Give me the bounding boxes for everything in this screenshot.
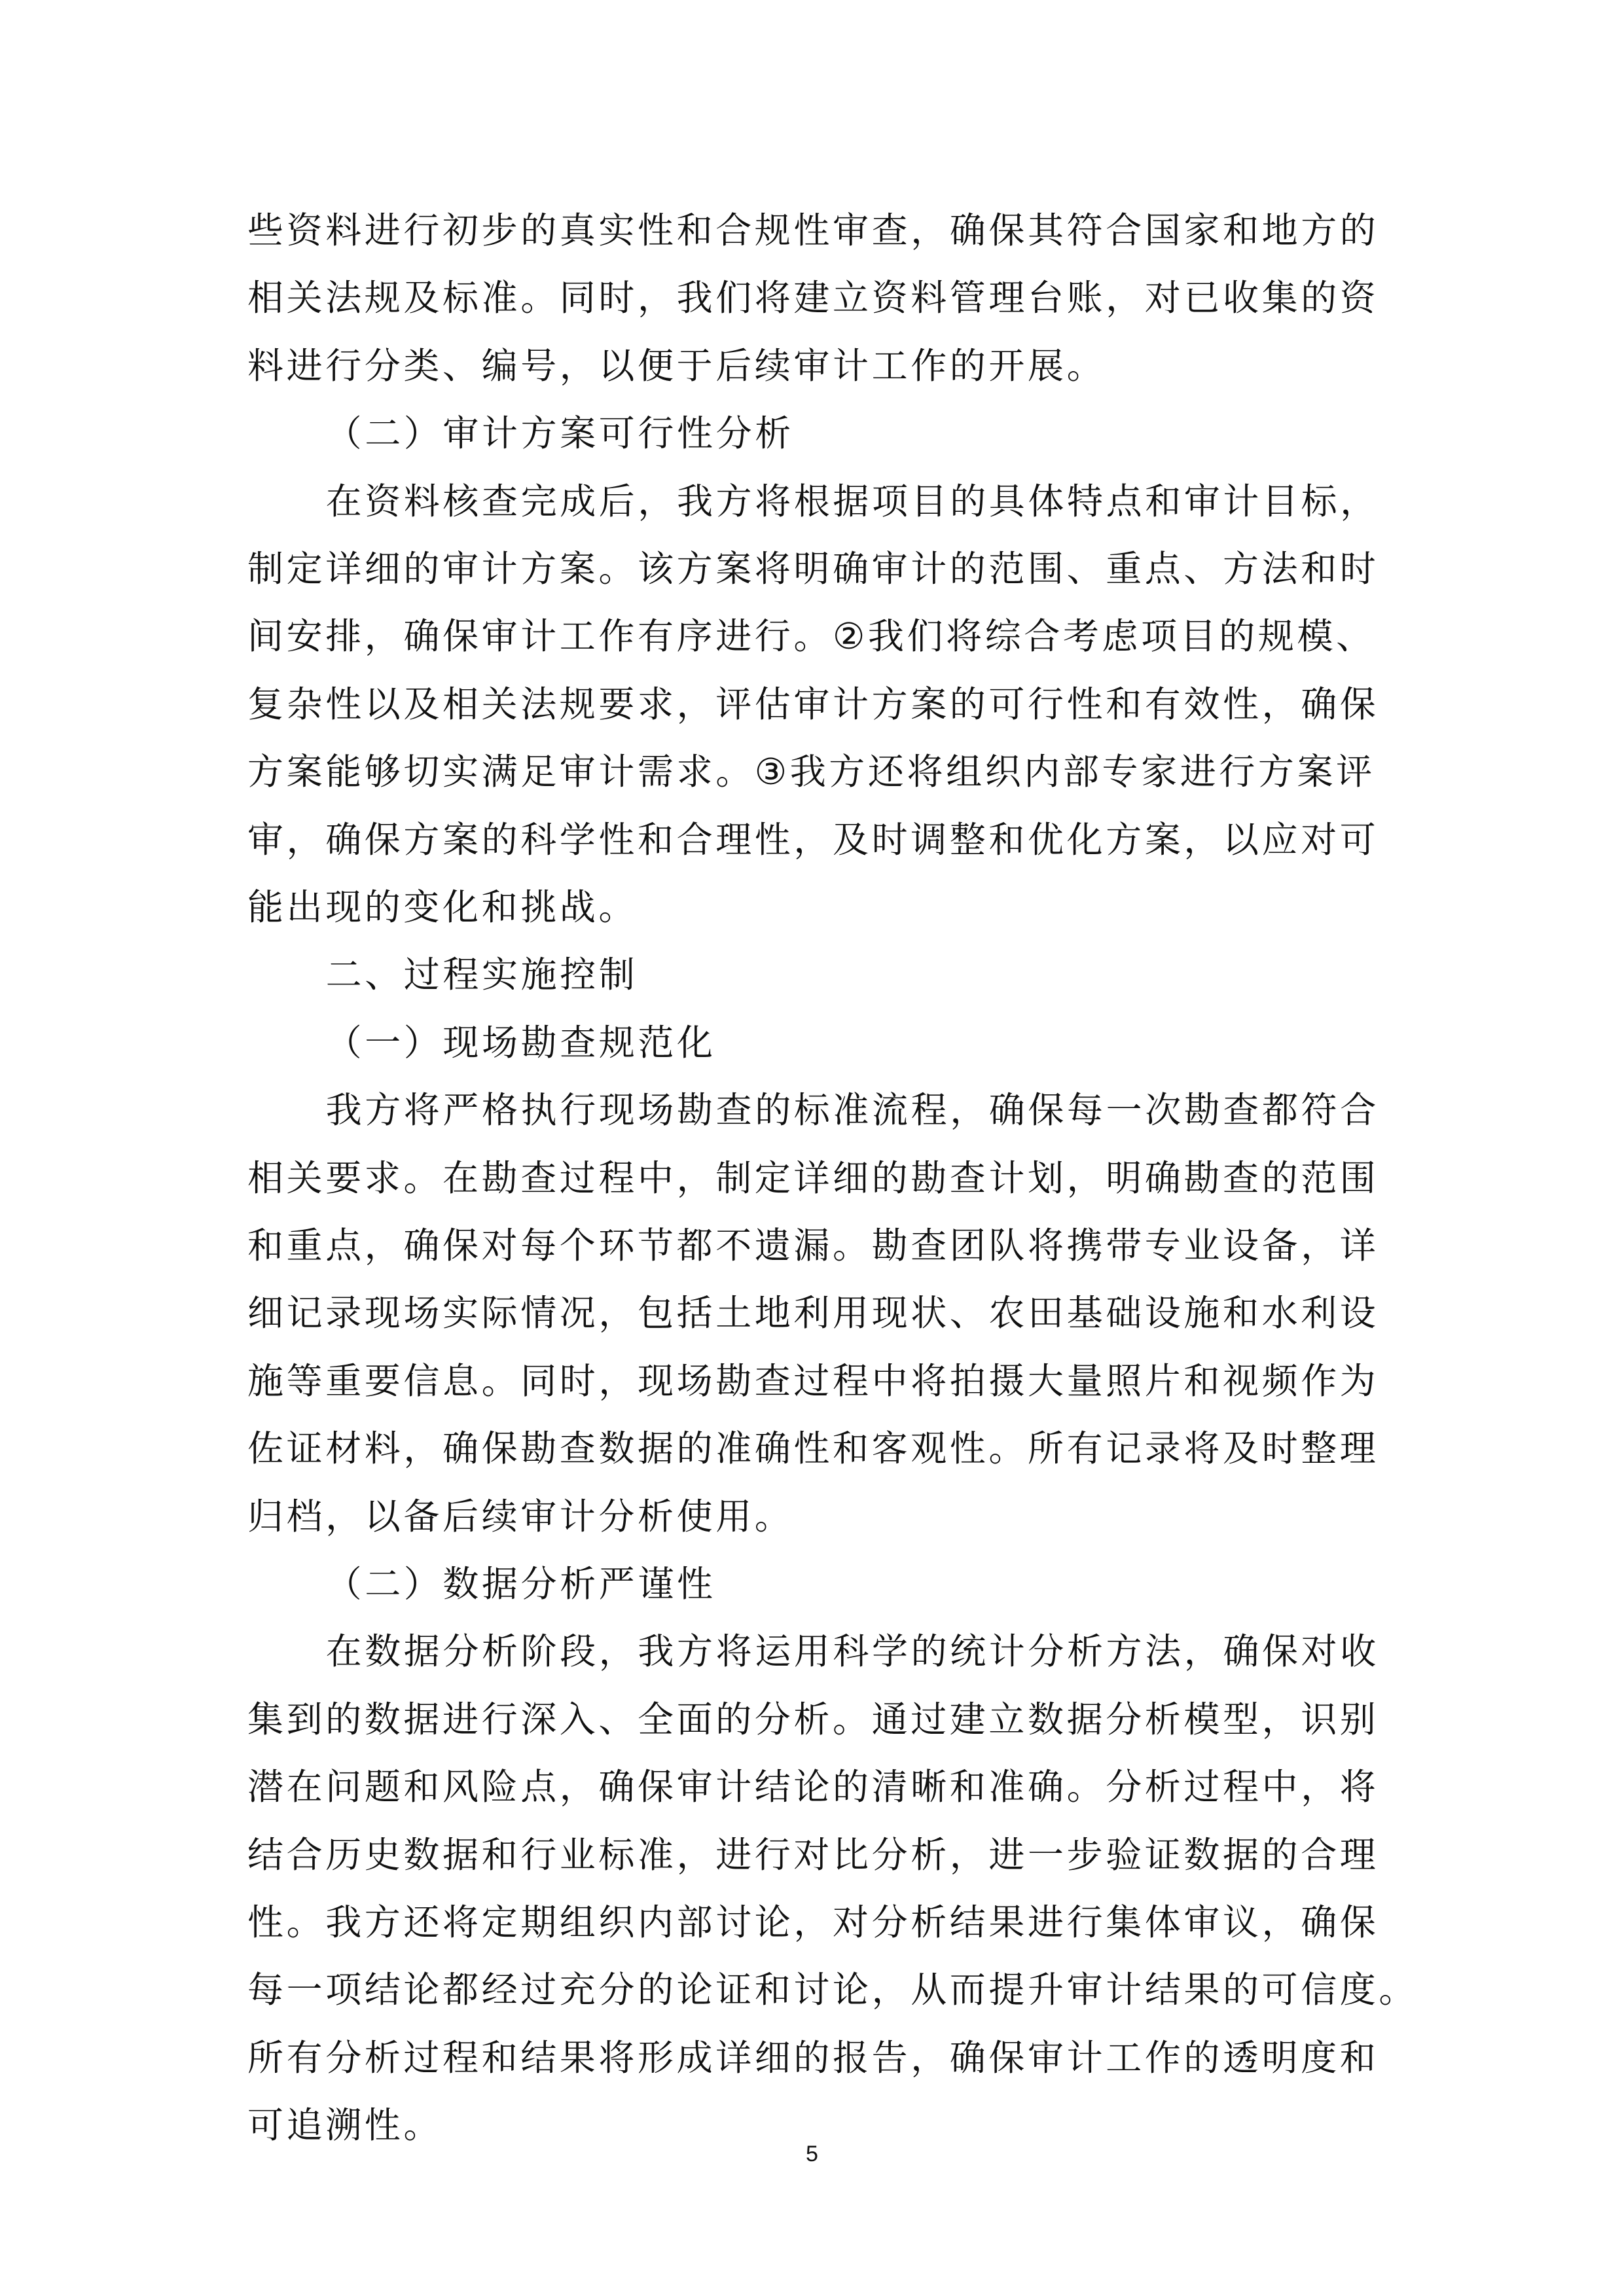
text-line: 我方将严格执行现场勘查的标准流程，确保每一次勘查都符合	[325, 1089, 1379, 1132]
text-line: 间安排，确保审计工作有序进行。②我们将综合考虑项目的规模、	[247, 615, 1375, 658]
text-line: 二、过程实施控制	[325, 954, 638, 996]
text-line: 能出现的变化和挑战。	[247, 886, 638, 928]
text-line: 审，确保方案的科学性和合理性，及时调整和优化方案，以应对可	[247, 818, 1379, 861]
text-line: 和重点，确保对每个环节都不遗漏。勘查团队将携带专业设备，详	[247, 1225, 1379, 1266]
text-line: 可追溯性。	[247, 2104, 443, 2147]
text-line: 方案能够切实满足审计需求。③我方还将组织内部专家进行方案评	[247, 751, 1375, 793]
text-line: 施等重要信息。同时，现场勘查过程中将拍摄大量照片和视频作为	[247, 1359, 1379, 1402]
text-line: 每一项结论都经过充分的论证和讨论，从而提升审计结果的可信度。	[247, 1969, 1418, 2011]
text-line: 复杂性以及相关法规要求，评估审计方案的可行性和有效性，确保	[247, 683, 1379, 725]
text-line: 佐证材料，确保勘查数据的准确性和客观性。所有记录将及时整理	[247, 1427, 1379, 1470]
text-line: 性。我方还将定期组织内部讨论，对分析结果进行集体审议，确保	[247, 1901, 1379, 1943]
text-line: 料进行分类、编号，以便于后续审计工作的开展。	[247, 344, 1106, 387]
text-line: 归档，以备后续审计分析使用。	[247, 1495, 794, 1537]
text-line: 在资料核查完成后，我方将根据项目的具体特点和审计目标，	[325, 480, 1379, 522]
text-line: 潜在问题和风险点，确保审计结论的清晰和准确。分析过程中，将	[247, 1766, 1379, 1808]
text-line: 细记录现场实际情况，包括土地利用现状、农田基础设施和水利设	[247, 1292, 1379, 1335]
text-line: （一）现场勘查规范化	[325, 1021, 716, 1064]
text-line: 所有分析过程和结果将形成详细的报告，确保审计工作的透明度和	[247, 2036, 1379, 2079]
text-line: 制定详细的审计方案。该方案将明确审计的范围、重点、方法和时	[247, 548, 1379, 590]
text-line: 相关法规及标准。同时，我们将建立资料管理台账，对已收集的资	[247, 277, 1379, 319]
text-line: 结合历史数据和行业标准，进行对比分析，进一步验证数据的合理	[247, 1833, 1379, 1876]
text-line: 些资料进行初步的真实性和合规性审查，确保其符合国家和地方的	[247, 209, 1379, 251]
text-line: （二）审计方案可行性分析	[325, 412, 794, 455]
text-line: 集到的数据进行深入、全面的分析。通过建立数据分析模型，识别	[247, 1698, 1379, 1740]
text-line: 相关要求。在勘查过程中，制定详细的勘查计划，明确勘查的范围	[247, 1157, 1379, 1199]
text-line: （二）数据分析严谨性	[325, 1563, 716, 1605]
page-number: 5	[806, 2142, 818, 2166]
text-line: 在数据分析阶段，我方将运用科学的统计分析方法，确保对收	[325, 1630, 1379, 1673]
